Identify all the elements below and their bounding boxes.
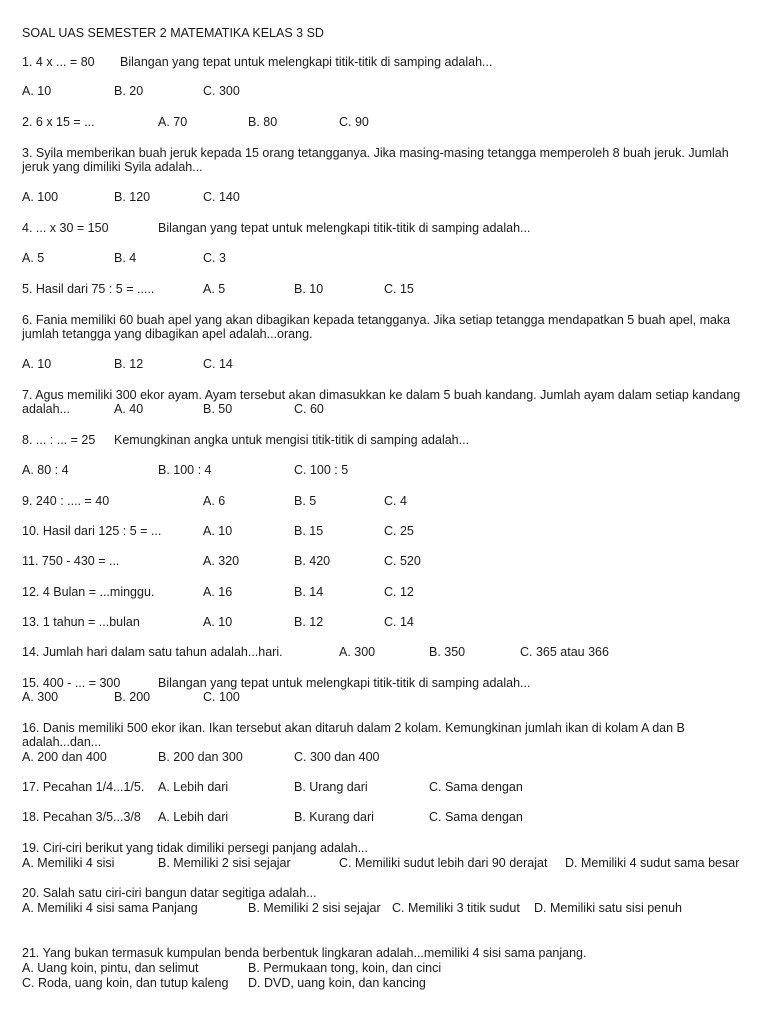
question-4-text: Bilangan yang tepat untuk melengkapi titik-titik di samping adalah... — [158, 221, 531, 235]
q17-option-b: B. Urang dari — [294, 780, 368, 794]
q21-option-a: A. Uang koin, pintu, dan selimut — [22, 961, 199, 975]
q13-option-b: B. 12 — [294, 615, 324, 629]
q19-option-b: B. Memiliki 2 sisi sejajar — [158, 856, 291, 870]
question-14: 14. Jumlah hari dalam satu tahun adalah...hari. — [22, 645, 283, 659]
q10-option-b: B. 15 — [294, 524, 324, 538]
q4-option-c: C. 3 — [203, 251, 226, 265]
q18-option-c: C. Sama dengan — [429, 810, 523, 824]
q15-option-c: C. 100 — [203, 690, 240, 704]
q8-option-b: B. 100 : 4 — [158, 463, 212, 477]
question-21: 21. Yang bukan termasuk kumpulan benda berbentuk lingkaran adalah...memiliki 4 sisi sama panjang. — [22, 946, 587, 960]
q20-option-a: A. Memiliki 4 sisi sama Panjang — [22, 901, 198, 915]
q12-option-c: C. 12 — [384, 585, 414, 599]
question-4: 4. ... x 30 = 150 — [22, 221, 109, 235]
q16-option-c: C. 300 dan 400 — [294, 750, 380, 764]
q17-option-a: A. Lebih dari — [158, 780, 229, 794]
q4-option-b: B. 4 — [114, 251, 137, 265]
question-1: 1. 4 x ... = 80 — [22, 55, 95, 69]
q7-option-b: B. 50 — [203, 402, 233, 416]
q4-option-a: A. 5 — [22, 251, 45, 265]
question-20: 20. Salah satu ciri-ciri bangun datar segitiga adalah... — [22, 886, 317, 900]
q19-option-d: D. Memiliki 4 sudut sama besar — [565, 856, 740, 870]
question-9: 9. 240 : .... = 40 — [22, 494, 110, 508]
q1-option-a: A. 10 — [22, 84, 52, 98]
q12-option-a: A. 16 — [203, 585, 233, 599]
q17-option-c: C. Sama dengan — [429, 780, 523, 794]
q15-option-a: A. 300 — [22, 690, 59, 704]
q9-option-c: C. 4 — [384, 494, 407, 508]
question-16-line-2: adalah...dan... — [22, 735, 102, 749]
question-7-line-2: adalah... — [22, 402, 70, 416]
q20-option-c: C. Memiliki 3 titik sudut — [392, 901, 520, 915]
q5-option-b: B. 10 — [294, 282, 324, 296]
q1-option-b: B. 20 — [114, 84, 144, 98]
question-16-line-1: 16. Danis memiliki 500 ekor ikan. Ikan tersebut akan ditaruh dalam 2 kolam. Kemungkinan jumlah ikan di kolam A dan B — [22, 721, 685, 735]
question-6-line-2: jumlah tetangga yang dibagikan apel adalah...orang. — [22, 327, 313, 341]
q6-option-a: A. 10 — [22, 357, 52, 371]
question-7-line-1: 7. Agus memiliki 300 ekor ayam. Ayam tersebut akan dimasukkan ke dalam 5 buah kandang. Jumlah ayam dalam setiap kandang — [22, 388, 741, 402]
q15-option-b: B. 200 — [114, 690, 151, 704]
q16-option-a: A. 200 dan 400 — [22, 750, 107, 764]
q5-option-a: A. 5 — [203, 282, 226, 296]
q5-option-c: C. 15 — [384, 282, 414, 296]
question-18: 18. Pecahan 3/5...3/8 — [22, 810, 141, 824]
q13-option-a: A. 10 — [203, 615, 233, 629]
question-5: 5. Hasil dari 75 : 5 = ..... — [22, 282, 155, 296]
question-6-line-1: 6. Fania memiliki 60 buah apel yang akan dibagikan kepada tetangganya. Jika setiap tetangga mendapatkan 5 buah apel, maka — [22, 313, 731, 327]
q3-option-a: A. 100 — [22, 190, 59, 204]
question-8-text: Kemungkinan angka untuk mengisi titik-titik di samping adalah... — [114, 433, 470, 447]
q9-option-b: B. 5 — [294, 494, 317, 508]
q2-option-a: A. 70 — [158, 115, 188, 129]
q11-option-b: B. 420 — [294, 554, 331, 568]
q21-option-d: D. DVD, uang koin, dan kancing — [248, 976, 426, 990]
q9-option-a: A. 6 — [203, 494, 226, 508]
q18-option-a: A. Lebih dari — [158, 810, 229, 824]
question-11: 11. 750 - 430 = ... — [22, 554, 120, 568]
q14-option-b: B. 350 — [429, 645, 466, 659]
q2-option-c: C. 90 — [339, 115, 369, 129]
q2-option-b: B. 80 — [248, 115, 278, 129]
q8-option-a: A. 80 : 4 — [22, 463, 69, 477]
question-13: 13. 1 tahun = ...bulan — [22, 615, 140, 629]
page-title: SOAL UAS SEMESTER 2 MATEMATIKA KELAS 3 SD — [22, 26, 324, 40]
q18-option-b: B. Kurang dari — [294, 810, 374, 824]
question-15: 15. 400 - ... = 300 — [22, 676, 121, 690]
q11-option-a: A. 320 — [203, 554, 240, 568]
question-12: 12. 4 Bulan = ...minggu. — [22, 585, 155, 599]
q21-option-b: B. Permukaan tong, koin, dan cinci — [248, 961, 442, 975]
q3-option-c: C. 140 — [203, 190, 240, 204]
q19-option-c: C. Memiliki sudut lebih dari 90 derajat — [339, 856, 548, 870]
q21-option-c: C. Roda, uang koin, dan tutup kaleng — [22, 976, 229, 990]
question-19: 19. Ciri-ciri berikut yang tidak dimiliki persegi panjang adalah... — [22, 841, 369, 855]
q12-option-b: B. 14 — [294, 585, 324, 599]
question-17: 17. Pecahan 1/4...1/5. — [22, 780, 145, 794]
q20-option-b: B. Memiliki 2 sisi sejajar — [248, 901, 381, 915]
q1-option-c: C. 300 — [203, 84, 240, 98]
q8-option-c: C. 100 : 5 — [294, 463, 349, 477]
q6-option-b: B. 12 — [114, 357, 144, 371]
q3-option-b: B. 120 — [114, 190, 151, 204]
q10-option-a: A. 10 — [203, 524, 233, 538]
question-2: 2. 6 x 15 = ... — [22, 115, 95, 129]
q14-option-a: A. 300 — [339, 645, 376, 659]
q10-option-c: C. 25 — [384, 524, 414, 538]
q7-option-c: C. 60 — [294, 402, 324, 416]
q14-option-c: C. 365 atau 366 — [520, 645, 609, 659]
q13-option-c: C. 14 — [384, 615, 414, 629]
question-15-text: Bilangan yang tepat untuk melengkapi titik-titik di samping adalah... — [158, 676, 531, 690]
question-10: 10. Hasil dari 125 : 5 = ... — [22, 524, 162, 538]
question-1-text: Bilangan yang tepat untuk melengkapi titik-titik di samping adalah... — [120, 55, 493, 69]
q11-option-c: C. 520 — [384, 554, 421, 568]
question-3-line-2: jeruk yang dimiliki Syila adalah... — [22, 160, 203, 174]
question-3-line-1: 3. Syila memberikan buah jeruk kepada 15 orang tetangganya. Jika masing-masing tetangga memperoleh 8 buah jeruk. Jumlah — [22, 146, 729, 160]
q19-option-a: A. Memiliki 4 sisi — [22, 856, 115, 870]
q7-option-a: A. 40 — [114, 402, 144, 416]
question-8: 8. ... : ... = 25 — [22, 433, 96, 447]
q20-option-d: D. Memiliki satu sisi penuh — [534, 901, 682, 915]
q16-option-b: B. 200 dan 300 — [158, 750, 243, 764]
q6-option-c: C. 14 — [203, 357, 233, 371]
